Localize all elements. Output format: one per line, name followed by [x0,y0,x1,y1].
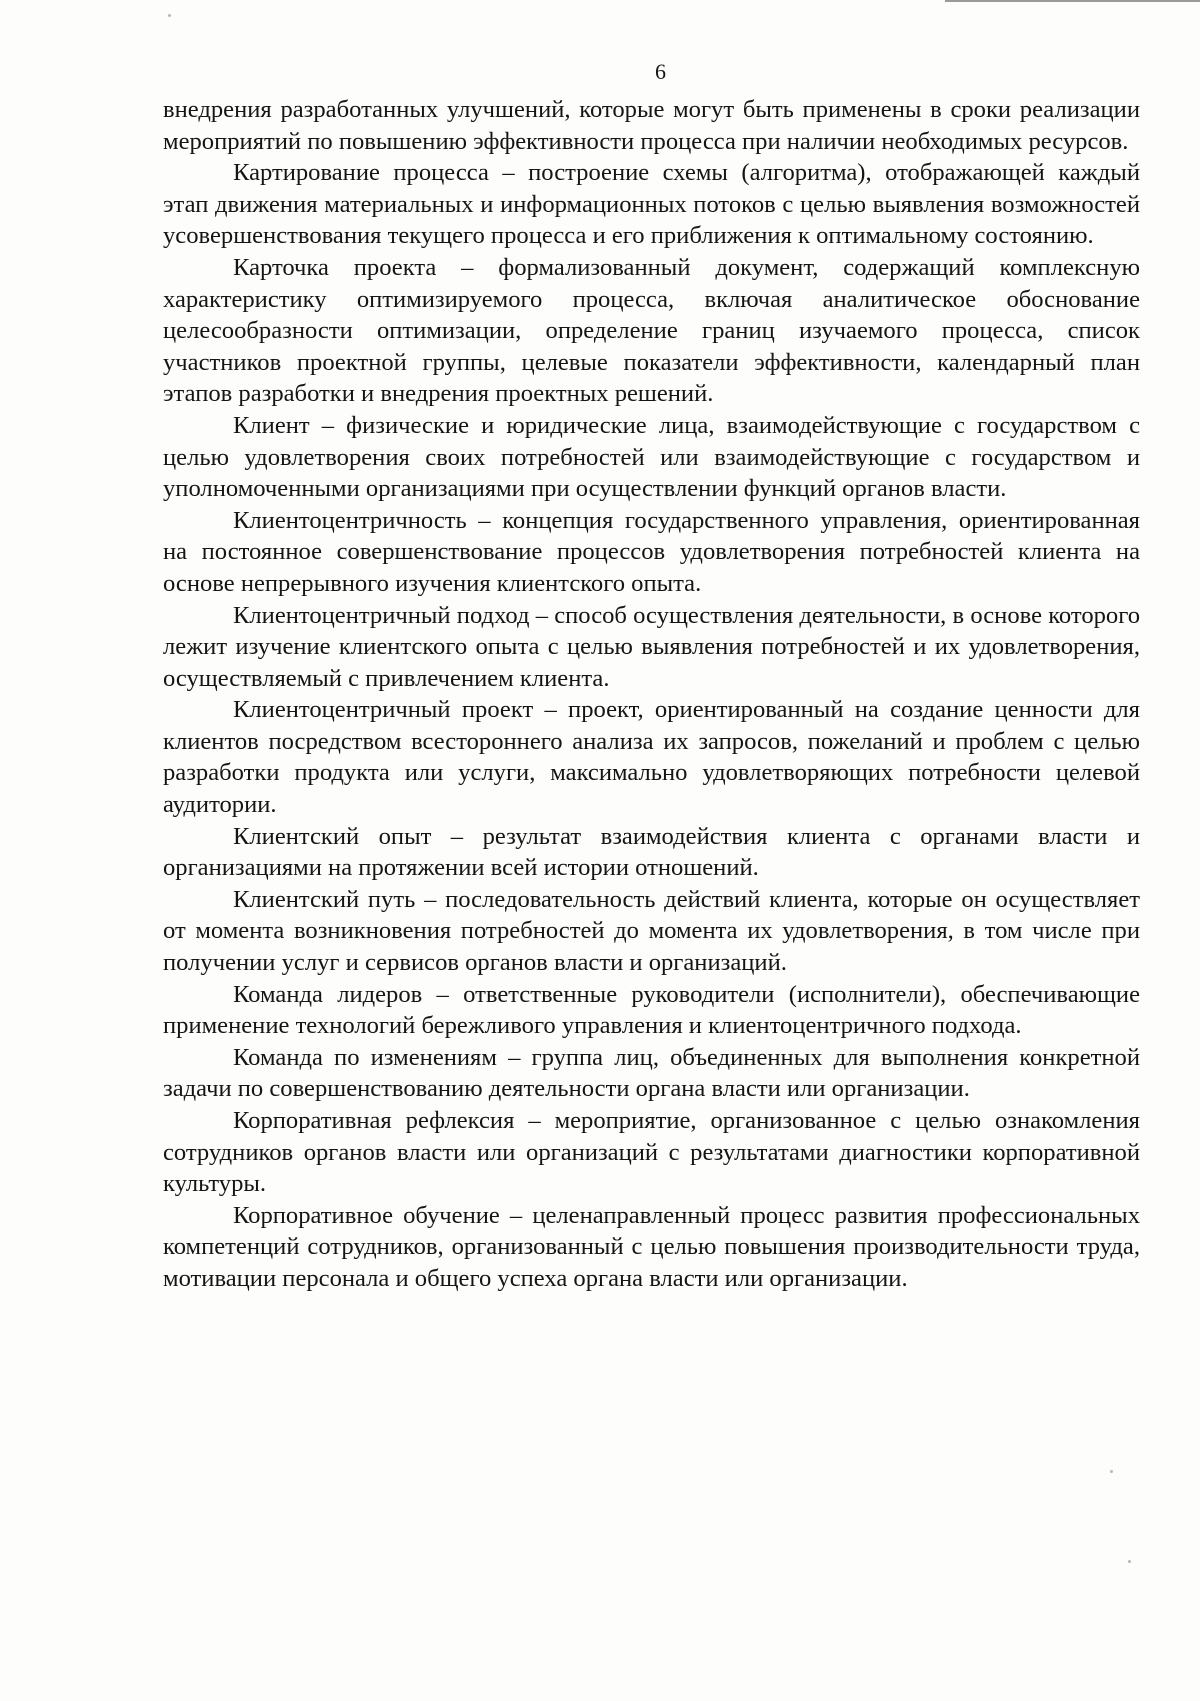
definition-paragraph: Клиентоцентричный проект – проект, ориентированный на создание ценности для клиентов посредством всестороннего анализа их запросов, пожеланий и проблем с целью разработки продукта или услуги, максимально удовлетворяющих потребности целевой аудитории. [163,696,1140,819]
page-number: 6 [655,59,666,84]
scan-speck [168,14,171,17]
definition-paragraph: Клиентский путь – последовательность действий клиента, которые он осуществляет от момента возникновения потребностей до момента их удовлетворения, в том числе при получении услуг и сервисов органов власти и организаций. [163,885,1140,977]
definition-paragraph: Команда лидеров – ответственные руководители (исполнители), обеспечивающие применение технологий бережливого управления и клиентоцентричного подхода. [163,980,1140,1040]
definition-paragraph: Картирование процесса – построение схемы (алгоритма), отображающей каждый этап движения материальных и информационных потоков с целью выявления возможностей усовершенствования текущего процесса и его приближения к оптимальному состоянию. [163,159,1140,250]
scan-top-edge-line [945,0,1200,2]
definition-paragraph: Клиент – физические и юридические лица, взаимодействующие с государством с целью удовлетворения своих потребностей или взаимодействующие с государством и уполномоченными организациями при осуществлении функций органов власти. [163,411,1140,503]
definition-paragraph: Клиентоцентричность – концепция государственного управления, ориентированная на постоянное совершенствование процессов удовлетворения потребностей клиента на основе непрерывного изучения клиентского опыта. [163,506,1140,597]
document-body [163,94,1140,1295]
definition-paragraph: Карточка проекта – формализованный документ, содержащий комплексную характеристику оптимизируемого процесса, включая аналитическое обоснование целесообразности оптимизации, определение границ изучаемого процесса, список участников проектной группы, целевые показатели эффективности, календарный план этапов разработки и внедрения проектных решений. [163,253,1140,408]
paragraph-continuation: внедрения разработанных улучшений, которые могут быть применены в сроки реализации мероприятий по повышению эффективности процесса при наличии необходимых ресурсов. [163,96,1140,155]
scan-speck [1110,1470,1113,1473]
definition-paragraph: Клиентский опыт – результат взаимодействия клиента с органами власти и организациями на протяжении всей истории отношений. [163,822,1140,882]
definition-paragraph: Корпоративная рефлексия – мероприятие, организованное с целью ознакомления сотрудников органов власти или организаций с результатами диагностики корпоративной культуры. [163,1107,1140,1198]
definition-paragraph: Команда по изменениям – группа лиц, объединенных для выполнения конкретной задачи по совершенствованию деятельности органа власти или организации. [163,1043,1140,1103]
scan-speck [1128,1560,1131,1563]
definition-paragraph: Корпоративное обучение – целенаправленный процесс развития профессиональных компетенций сотрудников, организованный с целью повышения производительности труда, мотивации персонала и общего успеха органа власти или организации. [163,1201,1140,1292]
definition-paragraph: Клиентоцентричный подход – способ осуществления деятельности, в основе которого лежит изучение клиентского опыта с целью выявления потребностей и их удовлетворения, осуществляемый с привлечением клиента. [163,601,1140,692]
